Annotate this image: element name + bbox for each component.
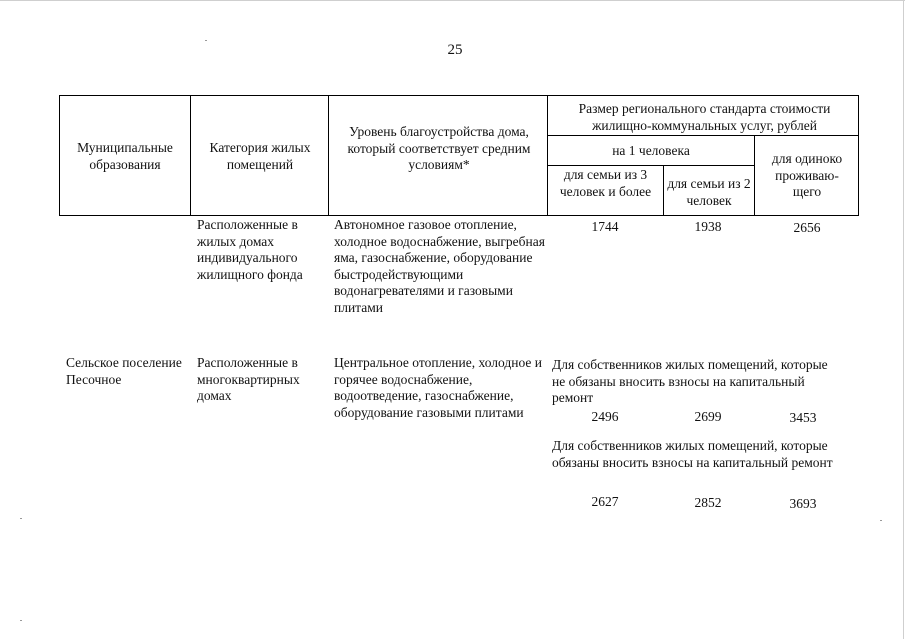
col-border-7 xyxy=(858,95,859,216)
row-category: Расположенные в жилых домах индивидуального жилищного фонда xyxy=(197,217,303,282)
header-subgroup: на 1 человека xyxy=(612,143,690,158)
rule-top xyxy=(59,95,859,96)
rule-group xyxy=(547,135,859,136)
header-level: Уровень благоустройства дома, который соответствует средним условиям* xyxy=(347,124,531,172)
header-group: Размер регионального стандарта стоимости жилищно-коммунальных услуг, рублей xyxy=(578,101,831,133)
rule-subgroup xyxy=(547,165,754,166)
col-border-2 xyxy=(190,95,191,216)
value-single: 3693 xyxy=(789,496,817,511)
row-level: Автономное газовое отопление, холодное водоснабжение, выгребная яма, газоснабжение, оборудование быстродействующими водонагревателями и газовыми плитами xyxy=(334,217,545,315)
scan-speck xyxy=(880,520,882,521)
header-family-3: для семьи из 3 человек и более xyxy=(559,167,652,199)
row-level: Центральное отопление, холодное и горячее водоснабжение, водоотведение, газоснабжение, оборудование газовыми плитами xyxy=(334,355,542,420)
value-family-3: 2496 xyxy=(591,409,619,424)
note-capital-repair: Для собственников жилых помещений, которые обязаны вносить взносы на капитальный ремонт xyxy=(552,438,833,470)
value-family-2: 2699 xyxy=(694,409,722,424)
scan-speck xyxy=(205,40,207,41)
value-family-3: 2627 xyxy=(591,494,619,509)
note-no-capital-repair: Для собственников жилых помещений, которые не обязаны вносить взносы на капитальный ремонт xyxy=(552,357,828,405)
scan-speck xyxy=(20,620,22,621)
header-municipality: Муниципальные образования xyxy=(77,140,173,172)
value-family-2: 2852 xyxy=(694,495,722,510)
col-border-3 xyxy=(328,95,329,216)
value-family-2: 1938 xyxy=(694,219,722,234)
row-municipality: Сельское поселение Песочное xyxy=(66,355,182,387)
page-top-edge xyxy=(0,0,905,1)
value-single: 2656 xyxy=(793,220,821,235)
header-single: для одиноко проживаю-щего xyxy=(771,151,843,199)
col-border-4 xyxy=(547,95,548,216)
scan-speck xyxy=(20,518,22,519)
page-number: 25 xyxy=(447,42,463,58)
col-border-5 xyxy=(663,165,664,216)
rule-bottom xyxy=(59,215,859,216)
value-family-3: 1744 xyxy=(591,219,619,234)
header-category: Категория жилых помещений xyxy=(209,140,311,172)
page-right-edge xyxy=(903,0,904,639)
col-border-6 xyxy=(754,135,755,216)
value-single: 3453 xyxy=(789,410,817,425)
row-category: Расположенные в многоквартирных домах xyxy=(197,355,300,403)
header-family-2: для семьи из 2 человек xyxy=(667,176,751,208)
